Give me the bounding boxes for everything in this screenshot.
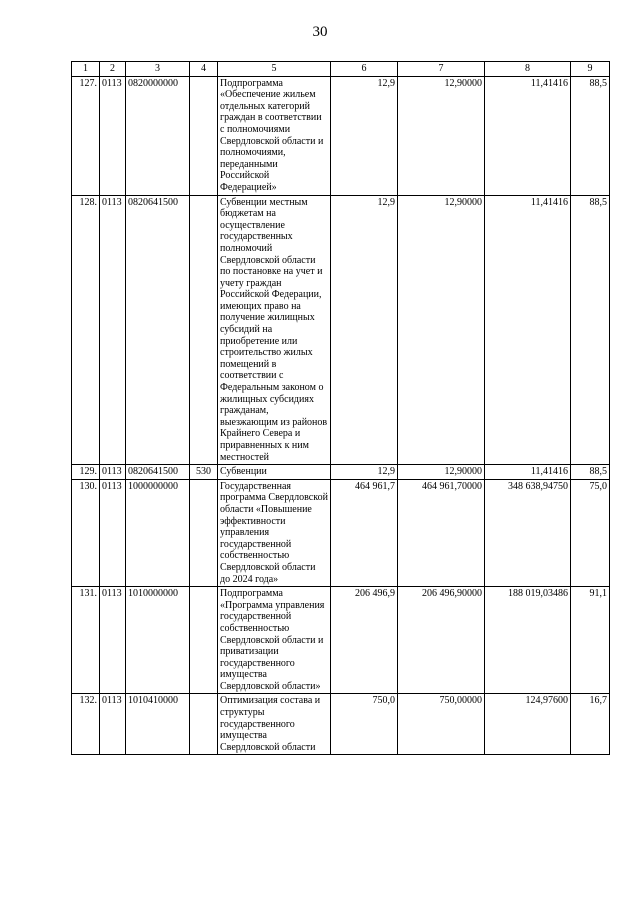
item-name: Оптимизация состава и структуры государственного имущества Свердловской области bbox=[218, 694, 331, 755]
percent-executed: 75,0 bbox=[571, 479, 610, 586]
amount-executed: 11,41416 bbox=[485, 76, 571, 195]
percent-executed: 88,5 bbox=[571, 76, 610, 195]
header-row bbox=[72, 62, 610, 77]
item-name: Субвенции bbox=[218, 465, 331, 480]
amount-executed: 348 638,94750 bbox=[485, 479, 571, 586]
table-row bbox=[72, 76, 610, 195]
table-row bbox=[72, 479, 610, 586]
table-row bbox=[72, 694, 610, 755]
amount-executed: 11,41416 bbox=[485, 195, 571, 465]
item-name: Государственная программа Свердловской области «Повышение эффективности управления государственной собственностью Свердловской области до 2024 года» bbox=[218, 479, 331, 586]
column-header: 4 bbox=[190, 62, 218, 77]
item-name: Субвенции местным бюджетам на осуществление государственных полномочий Свердловской области по постановке на учет и учету граждан Российской Федерации, имеющих право на получение жилищных субсидий на приобретение или строительство жилых помещений в соответствии с Федеральным законом о жилищных субсидиях гражданам, выезжающим из районов Крайнего Севера и приравненных к ним местностей bbox=[218, 195, 331, 465]
section-code: 0113 bbox=[100, 587, 126, 694]
target-code: 0820000000 bbox=[126, 76, 190, 195]
expense-type bbox=[190, 694, 218, 755]
item-name: Подпрограмма «Программа управления государственной собственностью Свердловской области и приватизации государственного имущества Свердловской области» bbox=[218, 587, 331, 694]
amount-approved: 206 496,9 bbox=[331, 587, 398, 694]
target-code: 0820641500 bbox=[126, 465, 190, 480]
budget-table bbox=[71, 61, 610, 755]
table-row bbox=[72, 587, 610, 694]
item-name: Подпрограмма «Обеспечение жильем отдельных категорий граждан в соответствии с полномочиями Свердловской области и полномочиями, переданными Российской Федерацией» bbox=[218, 76, 331, 195]
column-header: 1 bbox=[72, 62, 100, 77]
expense-type bbox=[190, 76, 218, 195]
target-code: 1010410000 bbox=[126, 694, 190, 755]
column-header: 9 bbox=[571, 62, 610, 77]
column-header: 8 bbox=[485, 62, 571, 77]
amount-planned: 12,90000 bbox=[398, 465, 485, 480]
section-code: 0113 bbox=[100, 195, 126, 465]
expense-type: 530 bbox=[190, 465, 218, 480]
expense-type bbox=[190, 479, 218, 586]
column-header: 7 bbox=[398, 62, 485, 77]
amount-planned: 750,00000 bbox=[398, 694, 485, 755]
target-code: 1000000000 bbox=[126, 479, 190, 586]
percent-executed: 88,5 bbox=[571, 195, 610, 465]
row-number: 131. bbox=[72, 587, 100, 694]
table-row bbox=[72, 465, 610, 480]
percent-executed: 16,7 bbox=[571, 694, 610, 755]
percent-executed: 88,5 bbox=[571, 465, 610, 480]
row-number: 129. bbox=[72, 465, 100, 480]
amount-executed: 124,97600 bbox=[485, 694, 571, 755]
expense-type bbox=[190, 587, 218, 694]
amount-planned: 464 961,70000 bbox=[398, 479, 485, 586]
column-header: 5 bbox=[218, 62, 331, 77]
amount-executed: 188 019,03486 bbox=[485, 587, 571, 694]
section-code: 0113 bbox=[100, 694, 126, 755]
section-code: 0113 bbox=[100, 465, 126, 480]
amount-approved: 12,9 bbox=[331, 76, 398, 195]
column-header: 6 bbox=[331, 62, 398, 77]
row-number: 132. bbox=[72, 694, 100, 755]
amount-approved: 464 961,7 bbox=[331, 479, 398, 586]
amount-planned: 206 496,90000 bbox=[398, 587, 485, 694]
amount-executed: 11,41416 bbox=[485, 465, 571, 480]
section-code: 0113 bbox=[100, 479, 126, 586]
row-number: 127. bbox=[72, 76, 100, 195]
amount-planned: 12,90000 bbox=[398, 195, 485, 465]
amount-approved: 12,9 bbox=[331, 465, 398, 480]
row-number: 128. bbox=[72, 195, 100, 465]
amount-approved: 750,0 bbox=[331, 694, 398, 755]
column-header: 3 bbox=[126, 62, 190, 77]
expense-type bbox=[190, 195, 218, 465]
target-code: 0820641500 bbox=[126, 195, 190, 465]
page-number: 30 bbox=[312, 24, 328, 40]
column-header: 2 bbox=[100, 62, 126, 77]
table-row bbox=[72, 195, 610, 465]
amount-planned: 12,90000 bbox=[398, 76, 485, 195]
row-number: 130. bbox=[72, 479, 100, 586]
amount-approved: 12,9 bbox=[331, 195, 398, 465]
target-code: 1010000000 bbox=[126, 587, 190, 694]
section-code: 0113 bbox=[100, 76, 126, 195]
percent-executed: 91,1 bbox=[571, 587, 610, 694]
